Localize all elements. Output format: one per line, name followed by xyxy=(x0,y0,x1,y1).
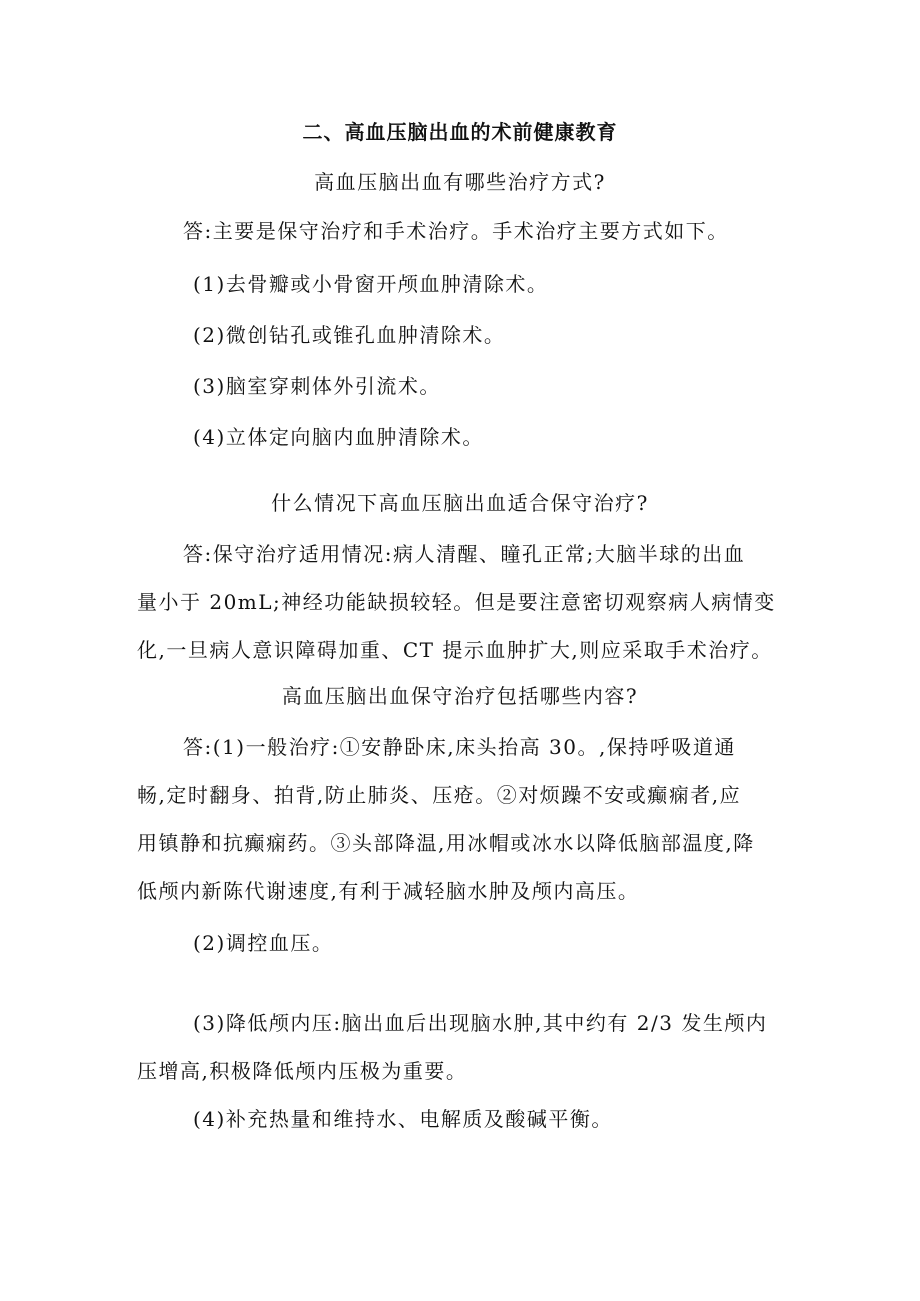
section-3-answer-line: 用镇静和抗癫痫药。③头部降温,用冰帽或冰水以降低脑部温度,降 xyxy=(137,831,755,855)
section-1-answer-line: (1)去骨瓣或小骨窗开颅血肿清除术。 xyxy=(193,272,549,296)
section-2-answer-line: 化,一旦病人意识障碍加重、CT 提示血肿扩大,则应采取手术治疗。 xyxy=(137,638,773,662)
section-1-answer-line: (4)立体定向脑内血肿清除术。 xyxy=(193,425,484,449)
section-3-answer-line: (3)降低颅内压:脑出血后出现脑水肿,其中约有 2/3 发生颅内 xyxy=(193,1011,768,1035)
section-2-question: 什么情况下高血压脑出血适合保守治疗? xyxy=(271,491,649,515)
section-3-answer-line: 答:(1)一般治疗:①安静卧床,床头抬高 30。,保持呼吸道通 xyxy=(183,735,736,759)
section-3-question: 高血压脑出血保守治疗包括哪些内容? xyxy=(281,684,639,708)
section-2-answer-line: 答:保守治疗适用情况:病人清醒、瞳孔正常;大脑半球的出血 xyxy=(183,542,746,566)
section-3-answer-line: (2)调控血压。 xyxy=(193,931,334,955)
section-1-answer-line: (2)微创钻孔或锥孔血肿清除术。 xyxy=(193,323,506,347)
section-2-answer-line: 量小于 20mL;神经功能缺损较轻。但是要注意密切观察病人病情变 xyxy=(137,590,776,614)
section-3-answer-line: 低颅内新陈代谢速度,有利于减轻脑水肿及颅内高压。 xyxy=(137,879,640,903)
section-1-answer-line: 答:主要是保守治疗和手术治疗。手术治疗主要方式如下。 xyxy=(183,219,729,243)
section-3-answer-line: 畅,定时翻身、拍背,防止肺炎、压疮。②对烦躁不安或癫痫者,应 xyxy=(137,783,742,807)
document-title: 二、高血压脑出血的术前健康教育 xyxy=(302,120,618,144)
section-1-question: 高血压脑出血有哪些治疗方式? xyxy=(314,170,606,194)
section-3-answer-line: 压增高,积极降低颅内压极为重要。 xyxy=(137,1059,468,1083)
section-1-answer-line: (3)脑室穿刺体外引流术。 xyxy=(193,374,441,398)
section-3-answer-line: (4)补充热量和维持水、电解质及酸碱平衡。 xyxy=(193,1107,613,1131)
